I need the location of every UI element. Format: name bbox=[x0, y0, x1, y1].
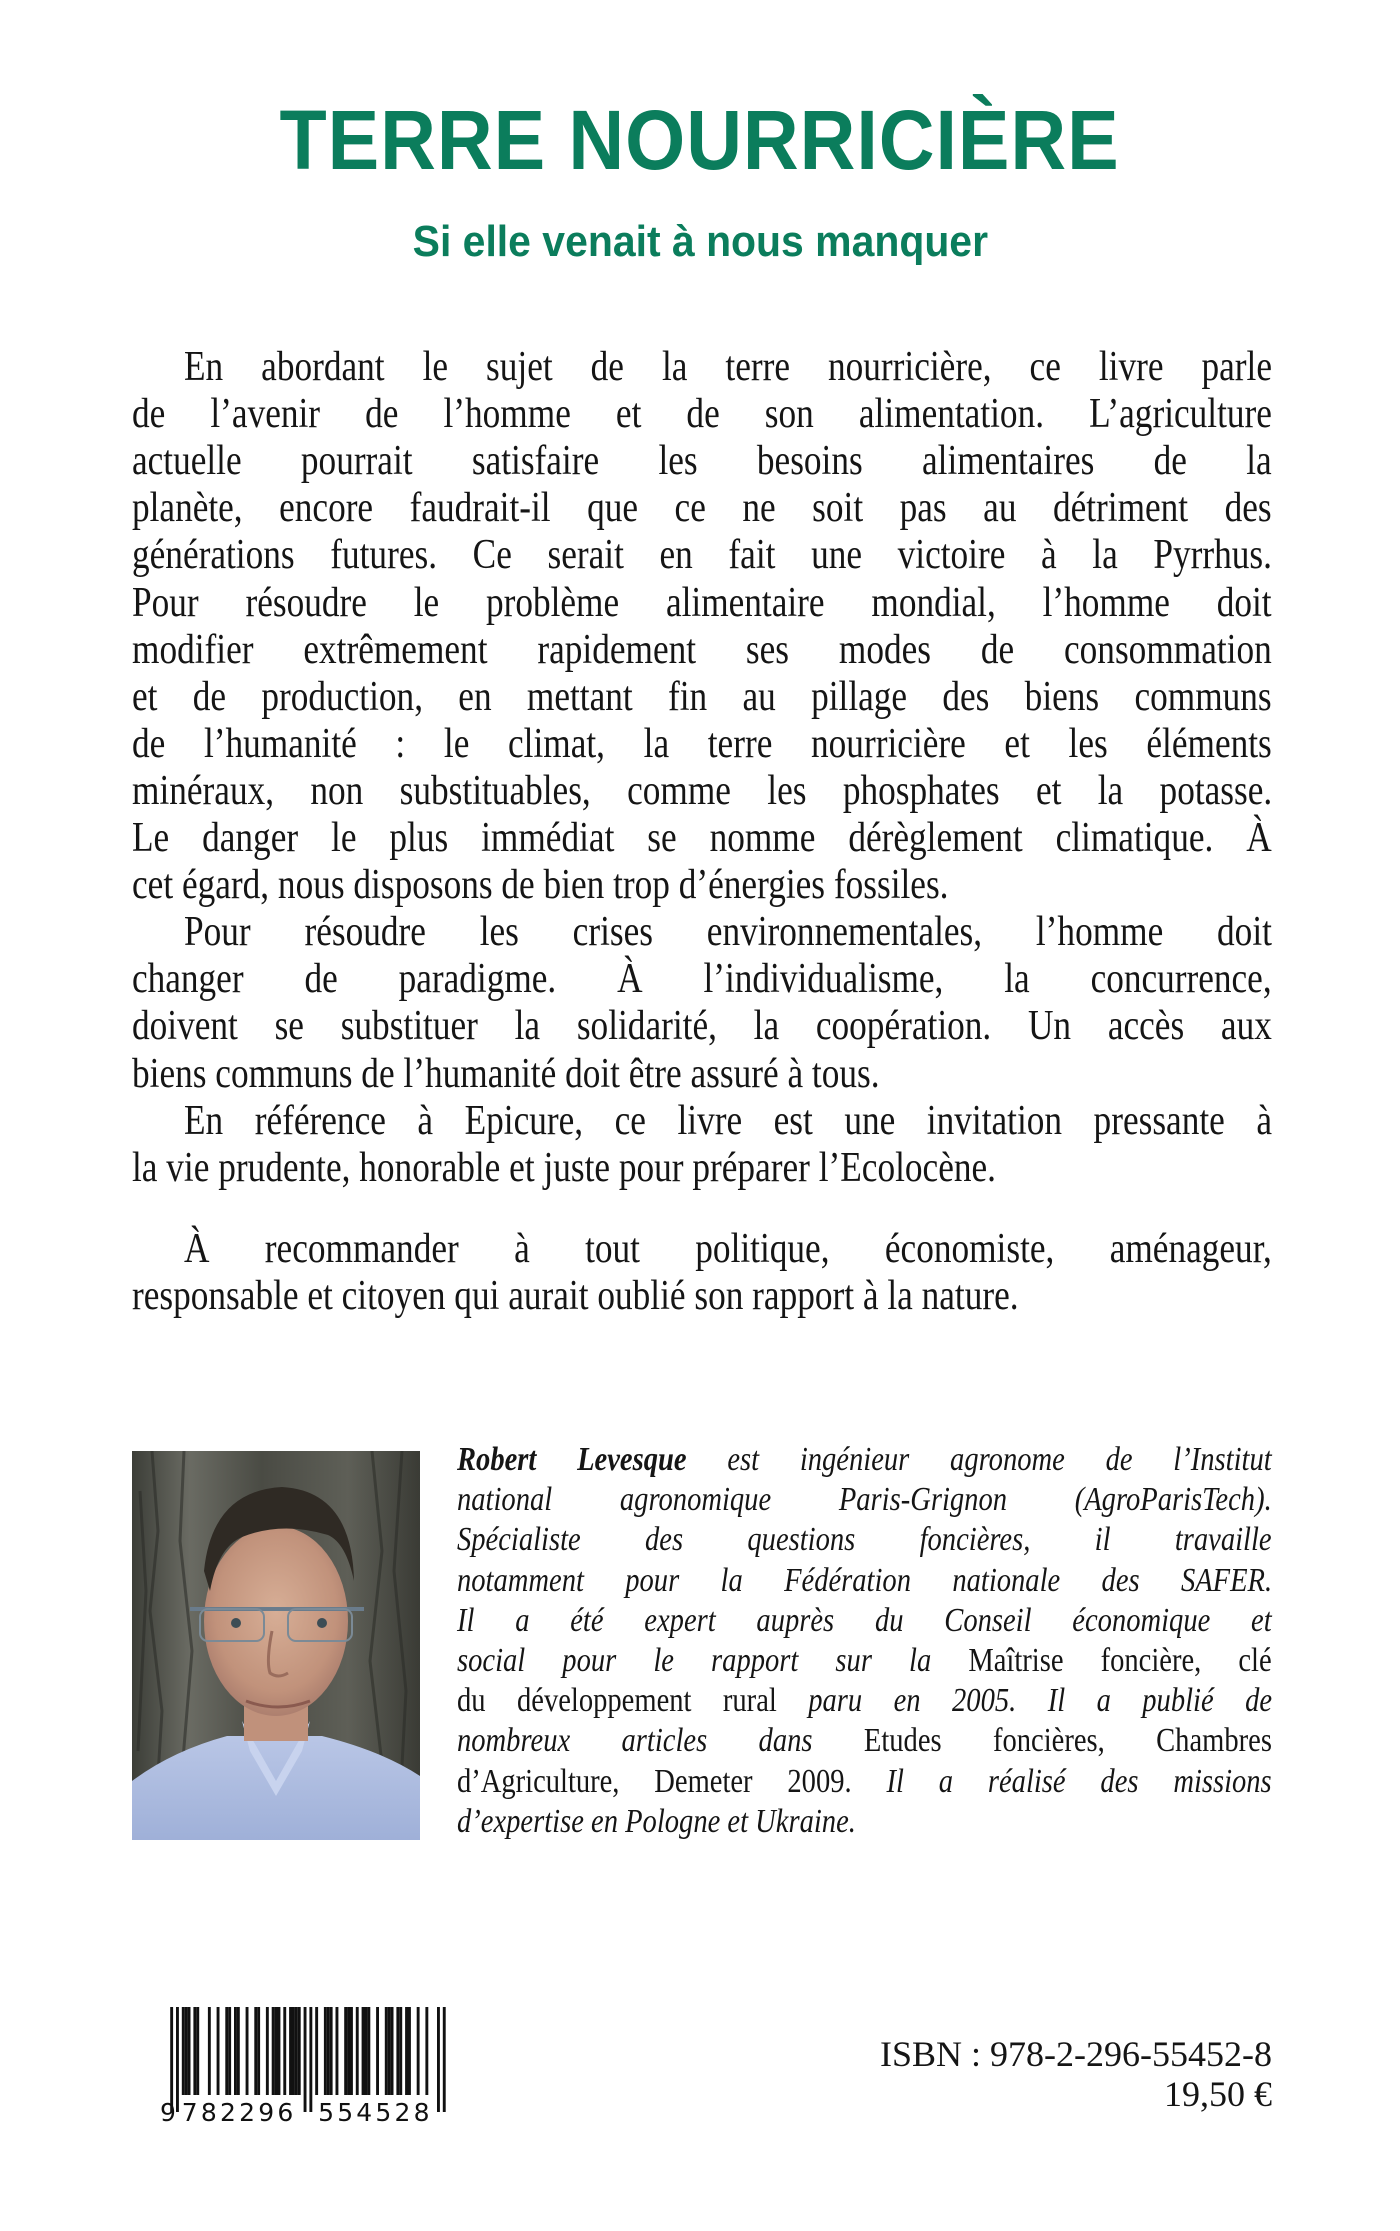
blurb-line-text: générations futures. Ce serait en fait une victoire à la Pyrrhus. bbox=[132, 532, 1272, 579]
barcode-bar bbox=[185, 2007, 188, 2095]
barcode-guard-bar bbox=[170, 2007, 173, 2112]
barcode-bar bbox=[217, 2007, 220, 2095]
book-price: 19,50 € bbox=[1164, 2074, 1272, 2114]
blurb-line bbox=[132, 862, 949, 909]
barcode-bar bbox=[408, 2007, 411, 2095]
barcode-bar bbox=[385, 2007, 388, 2095]
barcode-bar bbox=[356, 2007, 359, 2095]
bio-text: Il a réalisé des missions bbox=[886, 1762, 1272, 1800]
isbn-number: ISBN : 978-2-296-55452-8 bbox=[880, 2034, 1272, 2074]
barcode-bar bbox=[237, 2007, 240, 2095]
blurb-line-text: biens communs de l’humanité doit être assuré à tous. bbox=[132, 1050, 880, 1097]
blurb-line bbox=[184, 1226, 1272, 1273]
barcode-bar bbox=[266, 2007, 269, 2095]
blurb-line bbox=[132, 1273, 1019, 1320]
bio-text: national agronomique Paris-Grignon (AgroParisTech). bbox=[457, 1481, 1272, 1519]
bio-line bbox=[457, 1681, 1272, 1721]
barcode-bar bbox=[344, 2007, 347, 2095]
barcode-bar bbox=[425, 2007, 428, 2095]
bio-text: du développement rural bbox=[457, 1682, 809, 1720]
barcode-bar bbox=[188, 2007, 191, 2095]
bio-text: notamment pour la Fédération nationale des SAFER. bbox=[457, 1561, 1273, 1599]
barcode-bar bbox=[391, 2007, 394, 2095]
author-photo bbox=[132, 1451, 420, 1840]
barcode-bar bbox=[275, 2007, 278, 2095]
barcode-bar bbox=[208, 2007, 211, 2095]
barcode-guard-bar bbox=[304, 2007, 307, 2112]
blurb-line-text: À recommander à tout politique, économiste, aménageur, bbox=[184, 1225, 1272, 1272]
blurb-line bbox=[132, 768, 1272, 815]
blurb-line-text: planète, encore faudrait-il que ce ne soit pas au détriment des bbox=[132, 485, 1272, 532]
blurb-line-text: de l’humanité : le climat, la terre nourricière et les éléments bbox=[132, 720, 1272, 767]
barcode-bar bbox=[327, 2007, 330, 2095]
barcode-bar bbox=[350, 2007, 353, 2095]
book-title bbox=[0, 92, 1400, 188]
bio-line bbox=[457, 1561, 1272, 1601]
blurb-line bbox=[132, 956, 1272, 1003]
blurb-line-text: de l’avenir de l’homme et de son alimentation. L’agriculture bbox=[132, 391, 1272, 438]
barcode-bar bbox=[234, 2007, 237, 2095]
blurb-line bbox=[132, 721, 1272, 768]
bio-line bbox=[457, 1601, 1272, 1641]
barcode-guard-bar bbox=[443, 2007, 446, 2112]
barcode-digits: 554528 bbox=[318, 2098, 433, 2127]
blurb-line-text: Pour résoudre le problème alimentaire mondial, l’homme doit bbox=[132, 579, 1272, 626]
barcode-bar bbox=[396, 2007, 399, 2095]
barcode-bar bbox=[283, 2007, 286, 2095]
bio-text: Maîtrise foncière, clé bbox=[968, 1642, 1272, 1679]
blurb-line-text: Le danger le plus immédiat se nomme dérèglement climatique. À bbox=[132, 815, 1272, 861]
bio-text: nombreux articles dans bbox=[457, 1722, 864, 1760]
barcode-bar bbox=[362, 2007, 365, 2095]
barcode-bar bbox=[225, 2007, 228, 2095]
barcode-bar bbox=[388, 2007, 391, 2095]
barcode-bar bbox=[196, 2007, 199, 2095]
blurb-line-text: changer de paradigme. À l’individualisme, la concurrence, bbox=[132, 956, 1272, 1003]
barcode-bar bbox=[367, 2007, 370, 2095]
bio-text: d’expertise en Pologne et Ukraine. bbox=[457, 1802, 856, 1840]
barcode-bar bbox=[365, 2007, 368, 2095]
blurb-line bbox=[132, 1145, 996, 1192]
blurb-line-text: actuelle pourrait satisfaire les besoins alimentaires de la bbox=[132, 438, 1272, 485]
barcode-guard-bar bbox=[309, 2007, 312, 2112]
book-title-text: TERRE NOURRICIÈRE bbox=[279, 93, 1121, 187]
blurb-line bbox=[132, 580, 1272, 627]
barcode-digits: 9 bbox=[160, 2098, 180, 2127]
barcode-guard-bar bbox=[437, 2007, 440, 2112]
barcode-guard-bar bbox=[176, 2007, 179, 2112]
barcode-bar bbox=[315, 2007, 318, 2095]
barcode-bar bbox=[257, 2007, 260, 2095]
bio-line bbox=[457, 1480, 1272, 1520]
blurb-line bbox=[132, 1051, 880, 1098]
barcode-bar bbox=[193, 2007, 196, 2095]
bio-text: d’Agriculture, Demeter 2009. bbox=[457, 1762, 887, 1800]
bio-line bbox=[457, 1721, 1272, 1761]
blurb-line bbox=[132, 627, 1272, 674]
barcode-bar bbox=[254, 2007, 257, 2095]
blurb-line-text: Pour résoudre les crises environnementales, l’homme doit bbox=[184, 909, 1272, 956]
blurb-line bbox=[132, 815, 1272, 862]
barcode-bar bbox=[272, 2007, 275, 2095]
barcode-bar bbox=[330, 2007, 333, 2095]
blurb-line-text: minéraux, non substituables, comme les phosphates et la potasse. bbox=[132, 767, 1273, 814]
bio-line bbox=[457, 1802, 856, 1842]
blurb-line bbox=[132, 485, 1272, 532]
barcode-bar bbox=[246, 2007, 249, 2095]
bio-text: social pour le rapport sur la bbox=[457, 1642, 969, 1679]
blurb-line-text: cet égard, nous disposons de bien trop d’énergies fossiles. bbox=[132, 862, 949, 909]
blurb-line-text: modifier extrêmement rapidement ses modes de consommation bbox=[132, 626, 1272, 673]
blurb-line bbox=[184, 1098, 1272, 1145]
barcode-bar bbox=[182, 2007, 185, 2095]
blurb-line bbox=[184, 344, 1272, 391]
blurb-line bbox=[132, 438, 1272, 485]
blurb-line-text: En référence à Epicure, ce livre est une invitation pressante à bbox=[184, 1097, 1273, 1144]
isbn-barcode bbox=[160, 2005, 452, 2130]
bio-text: Etudes foncières, Chambres bbox=[863, 1722, 1272, 1760]
barcode-bar bbox=[376, 2007, 379, 2095]
bio-text: est ingénieur agronome de l’Institut bbox=[686, 1441, 1272, 1478]
blurb-line bbox=[184, 909, 1272, 956]
barcode-bar bbox=[278, 2007, 281, 2095]
barcode-bar bbox=[347, 2007, 350, 2095]
barcode-digits: 782296 bbox=[181, 2098, 297, 2127]
blurb-line-text: la vie prudente, honorable et juste pour préparer l’Ecolocène. bbox=[132, 1144, 996, 1191]
barcode-bar bbox=[295, 2007, 298, 2095]
blurb-line bbox=[132, 532, 1272, 579]
bio-line bbox=[457, 1762, 1272, 1802]
barcode-bar bbox=[399, 2007, 402, 2095]
book-subtitle-text: Si elle venait à nous manquer bbox=[412, 217, 988, 266]
bio-text: Spécialiste des questions foncières, il travaille bbox=[457, 1521, 1272, 1559]
blurb-line bbox=[132, 1003, 1272, 1050]
blurb-line bbox=[132, 391, 1272, 438]
bio-line bbox=[457, 1520, 1272, 1560]
author-name: Robert Levesque bbox=[457, 1441, 687, 1478]
barcode-bar bbox=[298, 2007, 301, 2095]
barcode-bar bbox=[405, 2007, 408, 2095]
bio-text: Il a été expert auprès du Conseil économique et bbox=[457, 1601, 1272, 1639]
blurb-line-text: doivent se substituer la solidarité, la coopération. Un accès aux bbox=[132, 1003, 1272, 1050]
bio-line bbox=[457, 1641, 1272, 1681]
barcode-bar bbox=[289, 2007, 292, 2095]
book-subtitle bbox=[0, 214, 1400, 270]
blurb-line-text: En abordant le sujet de la terre nourricière, ce livre parle bbox=[184, 344, 1273, 390]
blurb-line-text: responsable et citoyen qui aurait oublié son rapport à la nature. bbox=[132, 1272, 1019, 1319]
barcode-bar bbox=[417, 2007, 420, 2095]
bio-text: paru en 2005. Il a publié de bbox=[808, 1682, 1273, 1720]
blurb-line-text: et de production, en mettant fin au pillage des biens communs bbox=[132, 673, 1272, 720]
barcode-bar bbox=[336, 2007, 339, 2095]
barcode-bar bbox=[324, 2007, 327, 2095]
barcode-bar bbox=[292, 2007, 295, 2095]
author-portrait-illustration bbox=[132, 1451, 420, 1840]
barcode-bar bbox=[228, 2007, 231, 2095]
blurb-line bbox=[132, 674, 1272, 721]
bio-line bbox=[457, 1440, 1272, 1480]
